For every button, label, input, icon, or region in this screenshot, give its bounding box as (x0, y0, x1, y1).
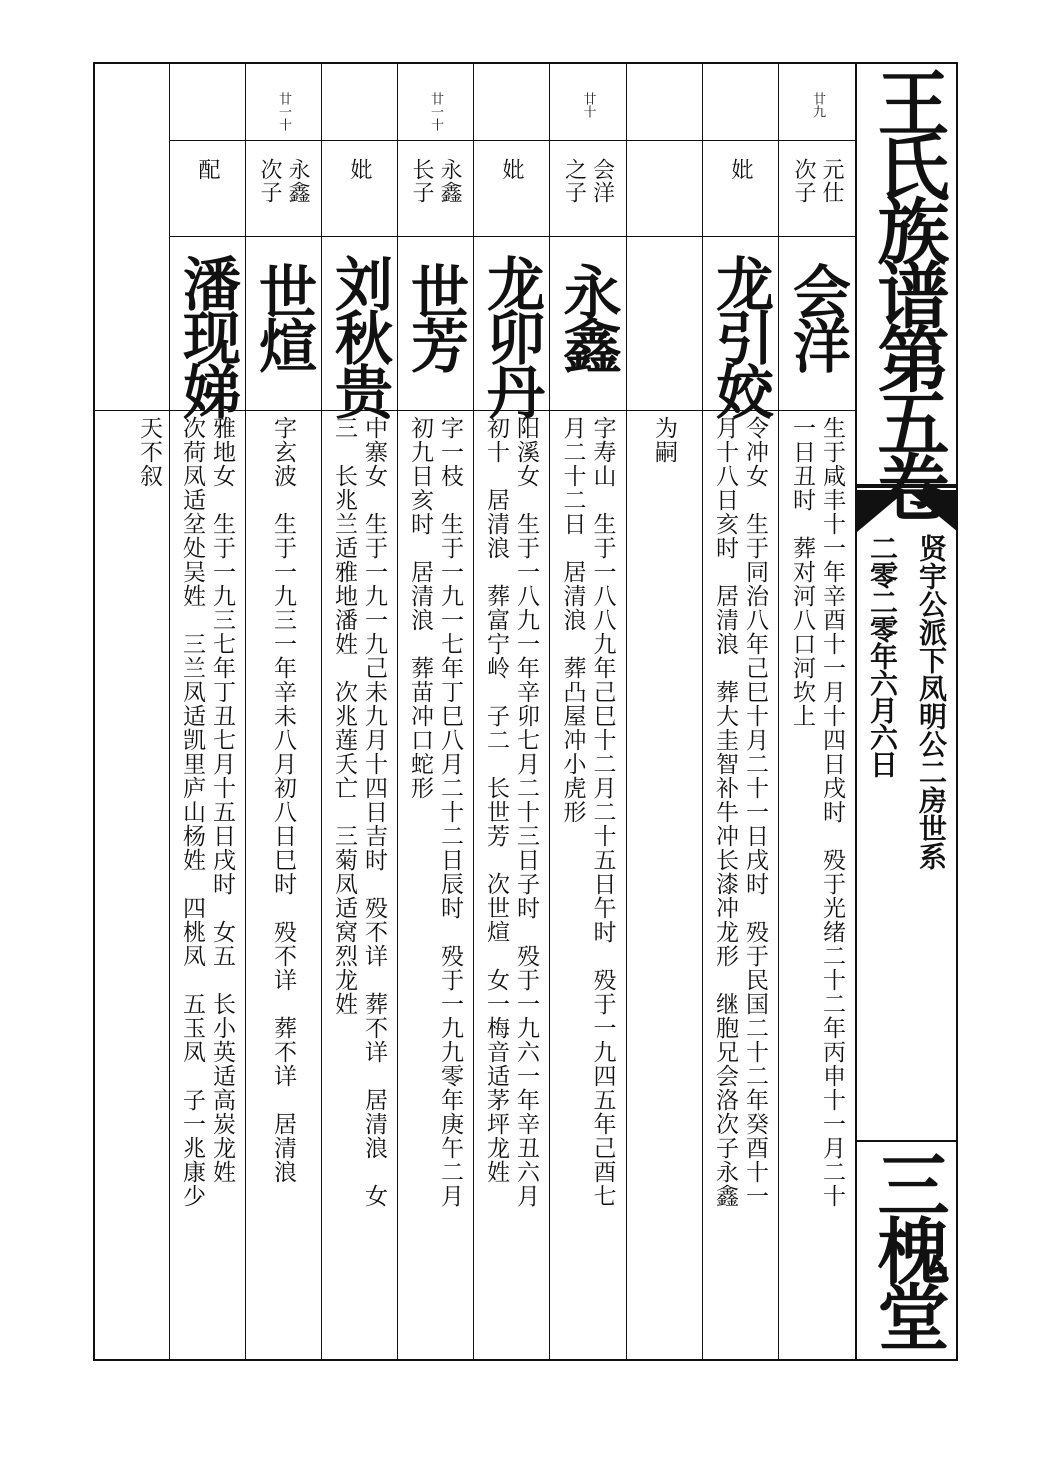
generation-label: 廿十 (580, 92, 596, 118)
sidebar-divider (857, 1140, 958, 1142)
biography-text: 令冲女 生于同治八年己巳十月二十一日戌时 殁于民国二十二年癸酉十一 月十八日亥时 居清浪 葬大圭智补牛冲长漆冲龙形 继胞兄会洛次子永鑫 (712, 416, 768, 1208)
relation-label: 永鑫 长子 (409, 158, 462, 204)
biography-text: 为嗣 (651, 416, 677, 464)
relation-label: 妣 (728, 158, 753, 181)
relation-label: 永鑫 次子 (257, 158, 310, 204)
relation-label: 元仕 次子 (791, 158, 844, 204)
biography-text: 中寨女 生于一九一九己未九月十四日吉时 殁不详 葬不详 居清浪 女 三 长兆兰适雅地潘姓 次兆莲夭亡 三菊凤适窝烈龙姓 (331, 416, 387, 1208)
title-ornament (857, 484, 958, 534)
row-divider (169, 236, 857, 237)
volume-title: 王氏族谱第五卷 (865, 66, 951, 514)
generation-label: 廿九 (810, 92, 825, 118)
biography-text: 天不叙 (136, 416, 162, 488)
biography-text: 雅地女 生于一九三七年丁丑七月十五日戌时 女五 长小英适高炭龙姓 次荷凤适坌处吴姓 三兰凤适凯里庐山杨姓 四桃凤 五玉凤 子一兆康少 (179, 416, 235, 1208)
generation-label: 廿一十 (276, 92, 291, 131)
person-name: 世芳 (401, 262, 469, 370)
relation-label: 妣 (499, 158, 524, 181)
person-name: 龙卯丹 (477, 254, 545, 416)
person-name: 潘现娣 (173, 254, 241, 416)
hall-name: 三槐堂 (865, 1148, 951, 1346)
lineage-subtitle: 贤宇公派下凤明公二房世系 (915, 534, 948, 870)
biography-text: 字一枝 生于一九一七年丁巳八月二十二日辰时 殁于一九九零年庚午二月 初九日亥时 居清浪 葬苗冲口蛇形 (407, 416, 463, 1208)
biography-text: 字寿山 生于一八八九年己巳十二月二十五日午时 殁于一九四五年己酉七 月二十二日 居清浪 葬凸屋冲小虎形 (559, 416, 616, 1208)
biography-text: 字玄波 生于一九三一年辛未八月初八日巳时 殁不详 葬不详 居清浪 (270, 416, 296, 1184)
biography-text: 生于咸丰十一年辛酉十一月十四日戌时 殁于光绪二十二年丙申十一月二十 一日丑时 葬对河八口河坎上 (789, 416, 845, 1208)
person-name: 会洋 (783, 262, 851, 370)
person-name: 世煊 (249, 262, 317, 370)
generation-label: 廿一十 (428, 92, 443, 131)
relation-label: 妣 (347, 158, 372, 181)
person-name: 刘秋贵 (325, 254, 393, 416)
row-divider (169, 140, 857, 141)
relation-label: 配 (195, 158, 220, 181)
person-name: 永鑫 (553, 262, 622, 370)
compilation-date: 二零二零年六月六日 (866, 534, 899, 777)
person-name: 龙引姣 (706, 254, 774, 416)
biography-text: 阳溪女 生于一八九一年辛卯七月二十三日子时 殁于一九六一年辛丑六月 初十 居清浪 葬富宁岭 子二 长世芳 次世煊 女一梅音适茅坪龙姓 (483, 416, 539, 1208)
relation-label: 会洋 之子 (561, 158, 615, 204)
